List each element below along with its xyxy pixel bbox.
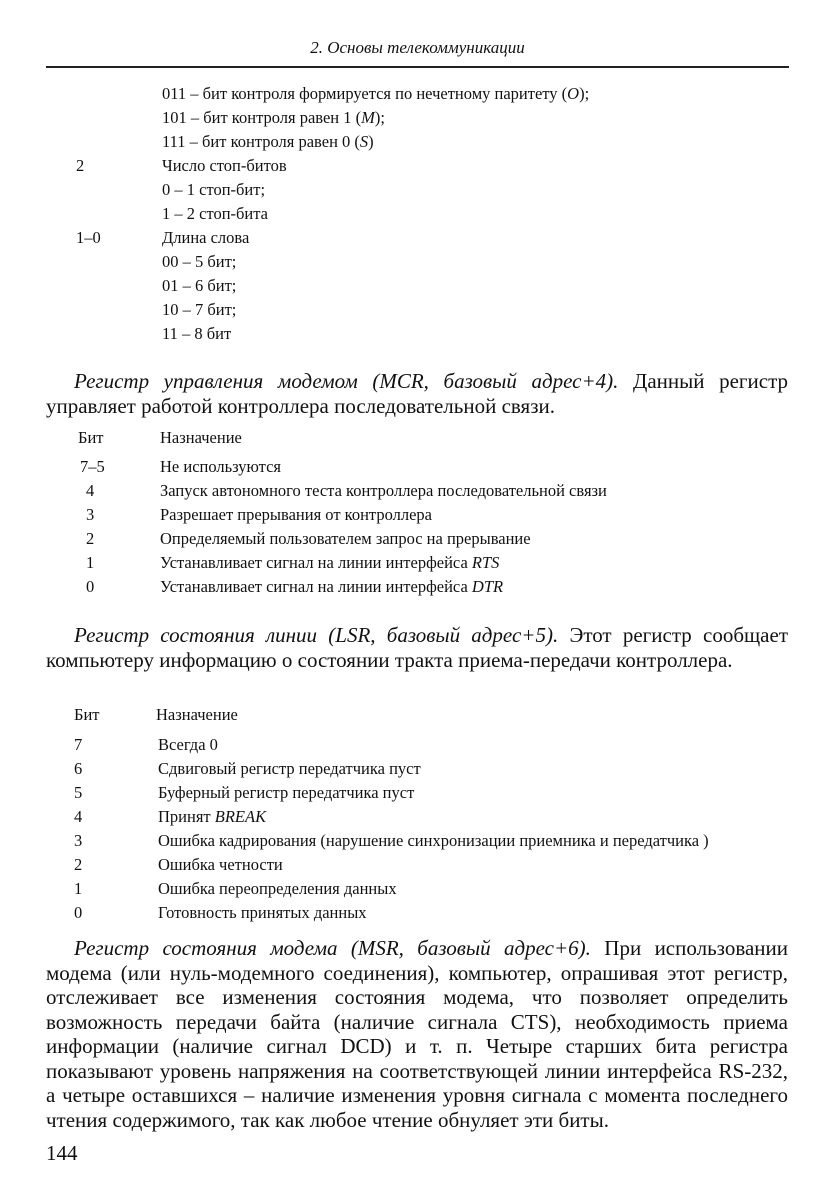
- table-row: Ошибка переопределения данных: [158, 879, 397, 898]
- bit-cell: 6: [74, 759, 83, 778]
- list-item: 11 – 8 бит: [162, 324, 232, 343]
- page-number: 144: [46, 1141, 78, 1165]
- running-header: [46, 38, 789, 68]
- column-header-bit: Бит: [78, 428, 104, 447]
- bit-cell: 4: [74, 807, 83, 826]
- table-row: Готовность принятых данных: [158, 903, 367, 922]
- list-item: 1 – 2 стоп-бита: [162, 204, 268, 223]
- table-row: Разрешает прерывания от контроллера: [160, 505, 432, 524]
- list-item: 00 – 5 бит;: [162, 252, 237, 271]
- msr-body: При использовании модема (или нуль-модемного соединения), компьютер, опрашивая этот регистр, отслеживает все изменения состояния модема, что позволяет определить возможность передачи байта (наличие сигнала CTS), необходимость приема информации (наличие сигнал DCD) и т. п. Четыре старших бита регистра показывают уровень напряжения на соответствующей линии интерфейса RS-232, а четыре оставшихся – наличие изменения уровня сигнала с момента последнего чтения содержимого, так как любое чтение обнуляет эти биты.: [46, 936, 788, 1132]
- list-item: 111 – бит контроля равен 0 (S): [162, 132, 374, 151]
- column-header-bit: Бит: [74, 705, 100, 724]
- list-item: 0 – 1 стоп-бит;: [162, 180, 266, 199]
- bit-cell: 1: [86, 553, 95, 572]
- column-header-description: Назначение: [156, 705, 238, 724]
- bit-cell: 1: [74, 879, 83, 898]
- bit-cell: 0: [74, 903, 83, 922]
- lsr-paragraph: [46, 623, 788, 672]
- msr-title: Регистр состояния модема (MSR, базовый адрес+6).: [74, 936, 591, 960]
- bit-cell: 7–5: [80, 457, 105, 476]
- lsr-body: Этот регистр сообщает компьютеру информацию о состоянии тракта приема-передачи контроллера.: [46, 623, 788, 672]
- bit-cell: 5: [74, 783, 83, 802]
- list-item: Число стоп-битов: [162, 156, 287, 175]
- bit-cell: 3: [74, 831, 83, 850]
- list-item: 101 – бит контроля равен 1 (M);: [162, 108, 385, 127]
- bit-cell: 3: [86, 505, 95, 524]
- table-row: Запуск автономного теста контроллера последовательной связи: [160, 481, 607, 500]
- table-row: Буферный регистр передатчика пуст: [158, 783, 415, 802]
- bit-cell: 0: [86, 577, 95, 596]
- list-item: 01 – 6 бит;: [162, 276, 237, 295]
- mcr-paragraph: [46, 369, 788, 418]
- column-header-description: Назначение: [160, 428, 242, 447]
- table-row: Принят BREAK: [158, 807, 267, 826]
- table-row: Ошибка четности: [158, 855, 283, 874]
- mcr-body: Данный регистр управляет работой контроллера последовательной связи.: [46, 369, 789, 418]
- table-row: Всегда 0: [158, 735, 218, 754]
- bit-cell: 2: [86, 529, 95, 548]
- bit-cell: 4: [86, 481, 95, 500]
- table-row: Сдвиговый регистр передатчика пуст: [158, 759, 421, 778]
- mcr-title: Регистр управления модемом (MCR, базовый адрес+4).: [74, 369, 619, 393]
- bit-cell: 2: [74, 855, 83, 874]
- list-item: 10 – 7 бит;: [162, 300, 237, 319]
- table-row: Не используются: [160, 457, 281, 476]
- list-item: 011 – бит контроля формируется по нечетному паритету (O);: [162, 84, 590, 103]
- msr-paragraph: [46, 936, 788, 1132]
- bit-cell: 2: [76, 156, 85, 175]
- table-row: Устанавливает сигнал на линии интерфейса RTS: [160, 553, 500, 572]
- table-row: Устанавливает сигнал на линии интерфейса DTR: [160, 577, 504, 596]
- bit-cell: 1–0: [76, 228, 101, 247]
- bit-cell: 7: [74, 735, 83, 754]
- list-item: Длина слова: [162, 228, 250, 247]
- running-header-title: 2. Основы телекоммуникации: [310, 38, 525, 57]
- table-row: Ошибка кадрирования (нарушение синхронизации приемника и передатчика ): [158, 831, 709, 850]
- lsr-title: Регистр состояния линии (LSR, базовый адрес+5).: [74, 623, 559, 647]
- table-row: Определяемый пользователем запрос на прерывание: [160, 529, 531, 548]
